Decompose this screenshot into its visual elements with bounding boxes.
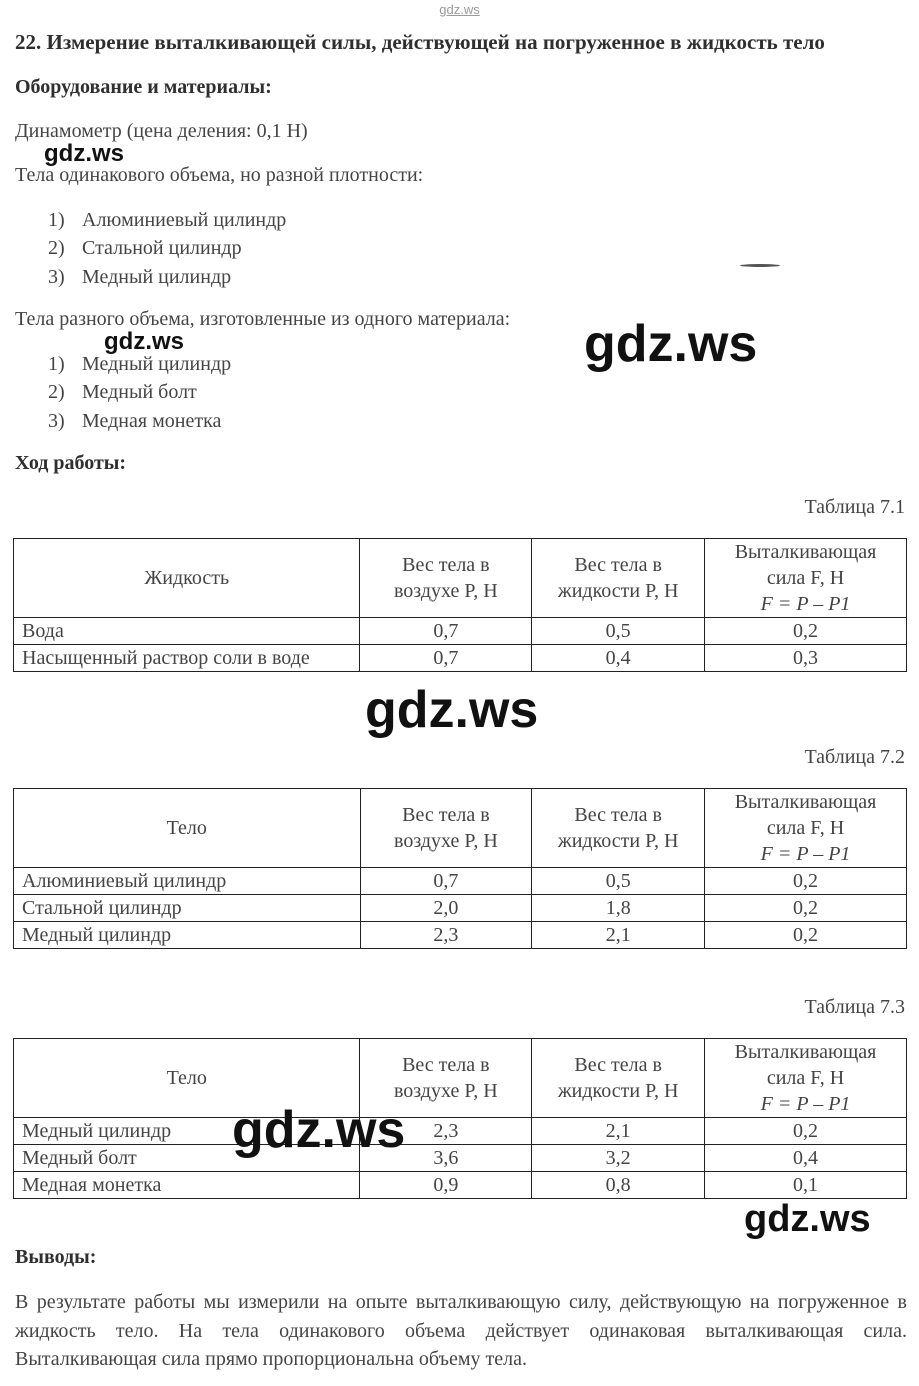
- list-item: 2) Медный болт: [48, 381, 197, 404]
- header-body: Тело: [14, 789, 361, 868]
- table-header-row: [14, 539, 907, 618]
- table2-caption: Таблица 7.2: [804, 746, 905, 768]
- header-buoyant-force: Выталкивающая сила F, Н F = P – P1: [705, 1039, 907, 1118]
- table-row: Насыщенный раствор соли в воде 0,7 0,4 0,3: [14, 645, 907, 672]
- page-title: 22. Измерение выталкивающей силы, действующей на погруженное в жидкость тело: [15, 30, 825, 54]
- table-row: Стальной цилиндр 2,0 1,8 0,2: [14, 895, 907, 922]
- same-volume-intro: Тела одинакового объема, но разной плотности:: [15, 164, 424, 186]
- header-liquid: Жидкость: [14, 539, 360, 618]
- table-row: Медная монетка 0,9 0,8 0,1: [14, 1172, 907, 1199]
- list-item: 1) Медный цилиндр: [48, 353, 232, 375]
- header-weight-air: Вес тела в воздухе P, Н: [360, 1039, 532, 1118]
- header-weight-liquid: Вес тела в жидкости P, Н: [532, 1039, 705, 1118]
- watermark-top-link[interactable]: gdz.ws: [439, 2, 480, 17]
- dynamometer-line: Динамометр (цена деления: 0,1 Н): [15, 120, 308, 142]
- table-row: Вода 0,7 0,5 0,2: [14, 618, 907, 645]
- header-body: Тело: [14, 1039, 360, 1118]
- header-weight-air: Вес тела в воздухе P, Н: [360, 539, 532, 618]
- same-material-list: [48, 350, 231, 435]
- watermark: gdz.ws: [232, 1101, 406, 1159]
- table-7-3: [13, 1038, 907, 1199]
- header-buoyant-force: Выталкивающая сила F, Н F = P – P1: [705, 789, 907, 868]
- table-row: Алюминиевый цилиндр 0,7 0,5 0,2: [14, 868, 907, 895]
- watermark: gdz.ws: [104, 328, 185, 355]
- list-item: 2) Стальной цилиндр: [48, 237, 242, 260]
- table-row: Медный цилиндр 2,3 2,1 0,2: [14, 922, 907, 949]
- watermark: gdz.ws: [584, 315, 758, 373]
- table-header-row: [14, 1039, 907, 1118]
- same-volume-list: [48, 206, 286, 291]
- procedure-heading: Ход работы:: [15, 452, 127, 474]
- table-7-1: [13, 538, 907, 672]
- list-item: 1) Алюминиевый цилиндр: [48, 209, 287, 231]
- watermark: gdz.ws: [744, 1198, 871, 1240]
- watermark: gdz.ws: [365, 681, 539, 739]
- table-header-row: [14, 789, 907, 868]
- header-weight-liquid: Вес тела в жидкости P, Н: [532, 539, 705, 618]
- list-item: 3) Медный цилиндр: [48, 265, 232, 288]
- equipment-heading: Оборудование и материалы:: [15, 76, 272, 98]
- header-weight-liquid: Вес тела в жидкости P, Н: [532, 789, 705, 868]
- list-item: 3) Медная монетка: [48, 409, 222, 432]
- table3-caption: Таблица 7.3: [804, 996, 905, 1018]
- table-7-2: [13, 788, 907, 949]
- pen-mark: [740, 264, 780, 267]
- conclusions-heading: Выводы:: [15, 1246, 97, 1268]
- table-row: Медный цилиндр 2,3 2,1 0,2: [14, 1118, 907, 1145]
- header-buoyant-force: Выталкивающая сила F, Н F = P – P1: [705, 539, 907, 618]
- conclusion-text: В результате работы мы измерили на опыте выталкивающую силу, действующую на погруженное в жидкость тело. На тела одинакового объема действует одинаковая выталкивающая сила. Выталкивающая сила прямо пропорциональна объему тела.: [15, 1291, 907, 1370]
- header-weight-air: Вес тела в воздухе P, Н: [360, 789, 532, 868]
- table-row: Медный болт 3,6 3,2 0,4: [14, 1145, 907, 1172]
- table1-caption: Таблица 7.1: [804, 496, 905, 518]
- same-material-intro: Тела разного объема, изготовленные из одного материала:: [15, 308, 511, 330]
- watermark: gdz.ws: [44, 140, 125, 167]
